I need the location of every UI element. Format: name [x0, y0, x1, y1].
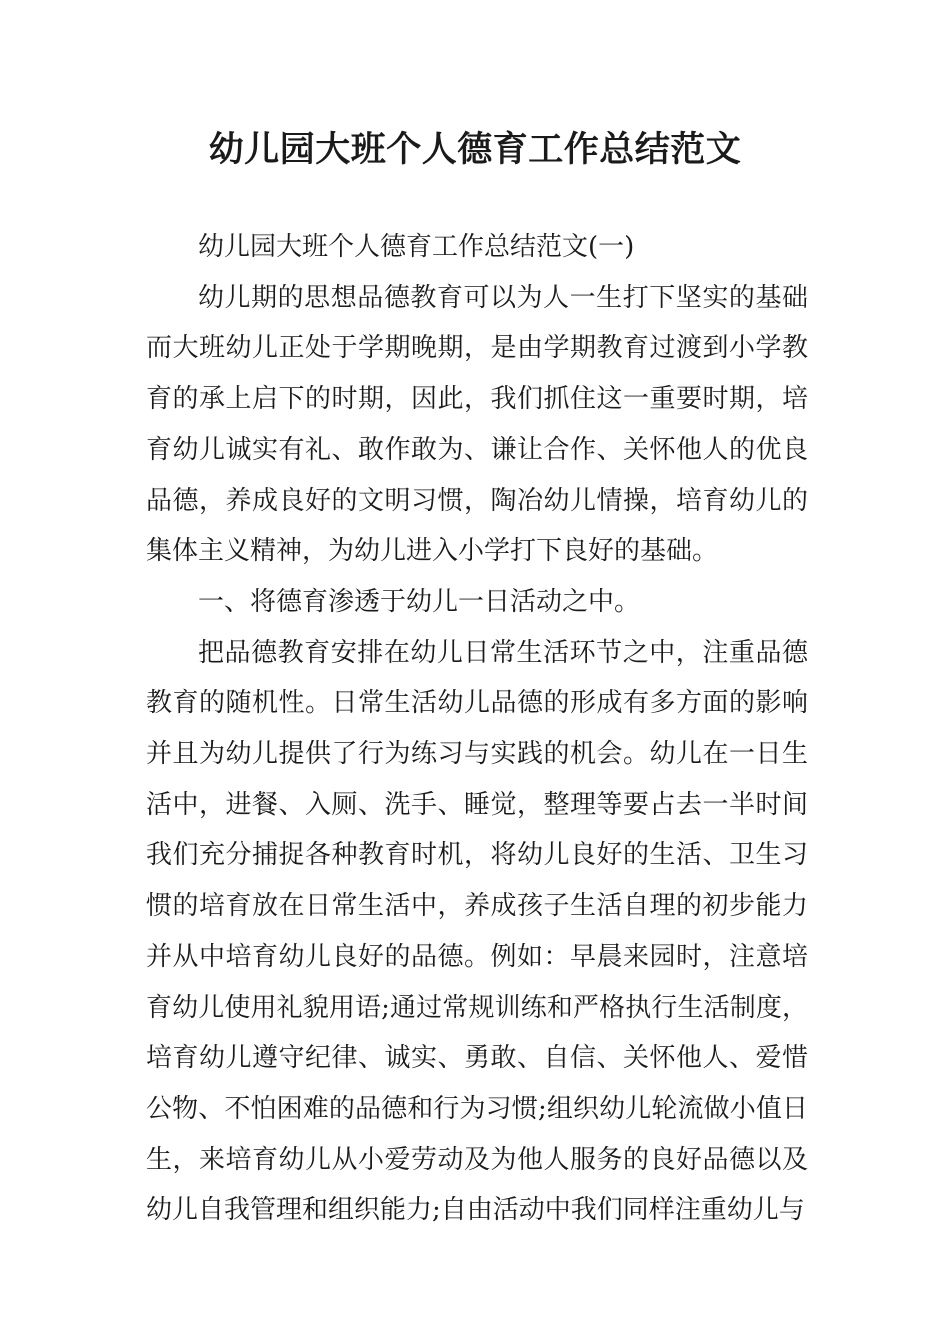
- subtitle-paragraph: 幼儿园大班个人德育工作总结范文(一): [198, 232, 635, 262]
- document-body: [146, 222, 808, 1236]
- section-heading: 一、将德育渗透于幼儿一日活动之中。: [198, 586, 641, 617]
- intro-paragraph: 幼儿期的思想品德教育可以为人一生打下坚实的基础而大班幼儿正处于学期晚期，是由学期教育过渡到小学教育的承上启下的时期，因此，我们抓住这一重要时期，培育幼儿诚实有礼、敢作敢为、谦让合作、关怀他人的优良品德，养成良好的文明习惯，陶冶幼儿情操，培育幼儿的集体主义精神，为幼儿进入小学打下良好的基础。: [146, 282, 808, 567]
- document-title: 幼儿园大班个人德育工作总结范文: [208, 129, 742, 170]
- body-paragraph: 把品德教育安排在幼儿日常生活环节之中，注重品德教育的随机性。日常生活幼儿品德的形成有多方面的影响并且为幼儿提供了行为练习与实践的机会。幼儿在一日生活中，进餐、入厕、洗手、睡觉，整理等要占去一半时间我们充分捕捉各种教育时机，将幼儿良好的生活、卫生习惯的培育放在日常生活中，养成孩子生活自理的初步能力并从中培育幼儿良好的品德。例如：早晨来园时，注意培育幼儿使用礼貌用语;通过常规训练和严格执行生活制度，培育幼儿遵守纪律、诚实、勇敢、自信、关怀他人、爱惜公物、不怕困难的品德和行为习惯;组织幼儿轮流做小值日生，来培育幼儿从小爱劳动及为他人服务的良好品德以及幼儿自我管理和组织能力;自由活动中我们同样注重幼儿与: [146, 637, 808, 1226]
